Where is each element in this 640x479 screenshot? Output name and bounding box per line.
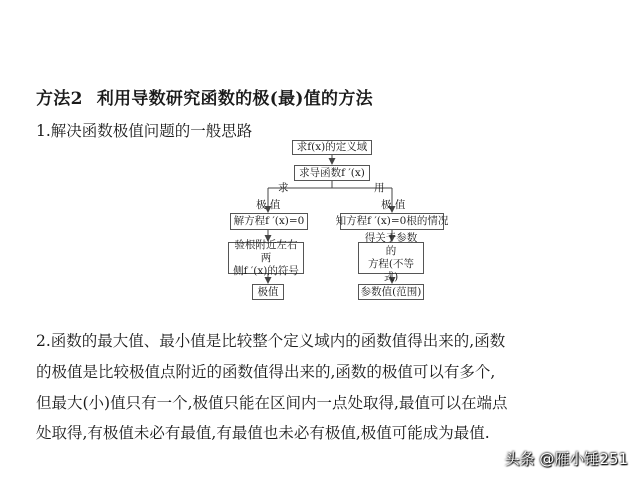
flow-left-check-sign <box>228 238 304 277</box>
flow-right-param-equation-line1: 得关于参数的 <box>364 232 418 257</box>
paragraph-line-3: 但最大(小)值只有一个,极值只能在区间内一点处取得,最值可以在端点 <box>36 394 508 412</box>
flow-right-param-equation-line2: 方程(不等式) <box>367 258 415 283</box>
watermark: 头条 @雁小锤251 <box>504 450 628 468</box>
paragraph-line-1: 2.函数的最大值、最小值是比较整个定义域内的函数值得出来的,函数 <box>36 332 506 350</box>
sub-label-left: 极 值 <box>256 199 281 211</box>
sub-label-right: 极 值 <box>381 199 406 211</box>
subsection-title: 1.解决函数极值问题的一般思路 <box>36 122 253 140</box>
flow-right-param-range: 参数值(范围) <box>358 284 424 300</box>
flow-left-check-sign-line1: 验根附近左右两 <box>234 238 298 264</box>
section-number: 方法2 <box>36 89 83 109</box>
flow-step-derivative: 求导函数f ′(x) <box>294 165 370 181</box>
paragraph-line-2: 的极值是比较极值点附近的函数值得出来的,函数的极值可以有多个, <box>36 363 496 381</box>
flow-right-param-equation <box>358 232 424 283</box>
flow-right-root-condition: 知方程f ′(x)=0根的情况 <box>340 213 444 230</box>
branch-label-right: 用 <box>374 182 385 194</box>
flow-left-check-sign-line2: 侧f ′(x)的符号 <box>233 264 299 277</box>
flow-left-extremum: 极值 <box>252 284 284 300</box>
flow-left-solve-equation: 解方程f ′(x)=0 <box>230 213 308 230</box>
paragraph-line-4: 处取得,有极值未必有最值,有最值也未必有极值,极值可能成为最值. <box>36 424 490 442</box>
flow-step-domain: 求f(x)的定义域 <box>292 140 372 155</box>
section-heading-text: 利用导数研究函数的极(最)值的方法 <box>96 89 373 109</box>
branch-label-left: 求 <box>278 182 289 194</box>
